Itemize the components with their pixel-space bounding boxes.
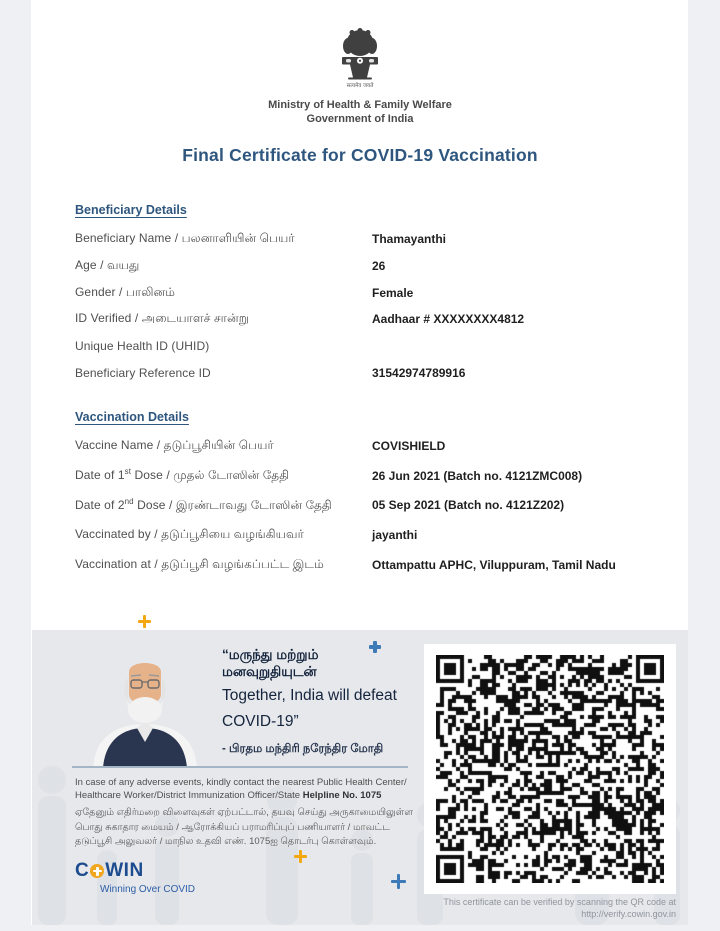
beneficiary-details-table [75, 226, 641, 386]
field-label-part: Date of 2 [75, 497, 125, 512]
qr-code [436, 655, 664, 883]
field-label: Gender / பாலினம் [75, 284, 176, 299]
vaccination-details-table [75, 431, 641, 580]
quote-english-line2: COVID-19” [222, 713, 299, 730]
adverse-events-text-tamil: ஏதேனும் எதிர்மறை விளைவுகள் ஏற்பட்டால், தயவு செய்து அருகாமையிலுள்ள பொது சுகாதார மையம் / ஆரோக்கியப் பராமரிப்புப் பணியாளர் / மாவட்ட தடுப்பூசி அலுவலர் / மாநில உதவி எண். 1075ஐ தொடர்பு கொள்ளவும். [75, 807, 413, 847]
field-label: Beneficiary Name / பலனாளியின் பெயர் [75, 231, 295, 246]
page-title: Final Certificate for COVID-19 Vaccination [182, 145, 538, 165]
field-label: Vaccinated by / தடுப்பூசியை வழங்கியவர் [75, 527, 305, 542]
cowin-tagline: Winning Over COVID [100, 884, 196, 895]
field-value: Female [372, 285, 414, 300]
qr-verification-caption [424, 897, 676, 920]
emblem-motto: सत्यमेव जयते [346, 83, 374, 89]
quote-tamil-line2: மனவுறுதியுடன் [222, 664, 317, 679]
qr-caption-line2: http://verify.cowin.gov.in [581, 908, 676, 919]
table-row [75, 226, 641, 253]
cowin-logo-text-c: C [75, 860, 90, 881]
quote-tamil-line1: “மருந்து மற்றும் [222, 647, 319, 662]
field-label: Beneficiary Reference ID [75, 365, 211, 380]
field-value: 26 [372, 259, 386, 274]
plus-decoration-icon [138, 615, 151, 628]
table-row [75, 491, 641, 521]
table-row [75, 520, 641, 550]
plus-decoration-icon [369, 641, 381, 653]
table-row [75, 253, 641, 280]
field-label: Vaccine Name / தடுப்பூசியின் பெயர் [75, 437, 274, 452]
field-value: 05 Sep 2021 (Batch no. 4121Z202) [372, 498, 565, 513]
field-value: Ottampattu APHC, Viluppuram, Tamil Nadu [372, 558, 616, 573]
field-label [75, 467, 372, 484]
field-label: ID Verified / அடையாளச் சான்று [75, 311, 249, 326]
adverse-events-text-english [75, 776, 417, 802]
field-label-part: Dose / முதல் டோஸின் தேதி [131, 468, 290, 483]
pm-modi-photo [75, 652, 215, 768]
adverse-events-text: In case of any adverse events, kindly contact the nearest Public Health Center/ Healthcare Worker/District Immunization Officer/State [75, 777, 407, 801]
plus-decoration-icon [294, 850, 307, 863]
field-label: Vaccination at / தடுப்பூசி வழங்கப்பட்ட இடம் [75, 557, 324, 572]
plus-decoration-icon [391, 874, 406, 889]
government-name: Government of India [306, 113, 414, 125]
quote-english-line1: Together, India will defeat [222, 687, 397, 704]
field-value: COVISHIELD [372, 438, 446, 453]
quote-attribution: - பிரதம மந்திரி நரேந்திர மோதி [222, 743, 384, 755]
table-row [75, 333, 641, 360]
field-value: jayanthi [372, 528, 418, 543]
banner-divider-line [72, 766, 408, 768]
vaccination-details-heading: Vaccination Details [75, 410, 189, 424]
cowin-logo [75, 860, 195, 895]
field-label-part: Date of 1 [75, 468, 125, 483]
beneficiary-details-heading: Beneficiary Details [75, 203, 187, 217]
table-row [75, 279, 641, 306]
field-value: 26 Jun 2021 (Batch no. 4121ZMC008) [372, 468, 583, 483]
field-value: Aadhaar # XXXXXXXX4812 [372, 312, 525, 327]
field-label: Unique Health ID (UHID) [75, 339, 210, 354]
ministry-name: Ministry of Health & Family Welfare [268, 99, 452, 111]
table-row [75, 306, 641, 333]
qr-code-panel [424, 644, 676, 894]
field-label-superscript: nd [124, 496, 134, 506]
table-row [75, 461, 641, 491]
field-label: Age / வயது [75, 258, 140, 273]
india-national-emblem-icon [335, 26, 385, 100]
helpline-number: Helpline No. 1075 [302, 790, 382, 801]
field-label-superscript: st [124, 467, 132, 477]
pm-quote-block [222, 646, 437, 757]
table-row [75, 359, 641, 386]
field-value: Thamayanthi [372, 232, 447, 247]
field-label [75, 497, 372, 514]
table-row [75, 550, 641, 580]
field-label-part: Dose / இரண்டாவது டோஸின் தேதி [133, 497, 332, 512]
table-row [75, 431, 641, 461]
cowin-logo-plus-icon [90, 864, 104, 878]
field-value: 31542974789916 [372, 365, 466, 380]
cowin-logo-wordmark [75, 860, 195, 882]
cowin-logo-text-win: WIN [105, 860, 144, 881]
qr-caption-line1: This certificate can be verified by scanning the QR code at [443, 897, 676, 907]
